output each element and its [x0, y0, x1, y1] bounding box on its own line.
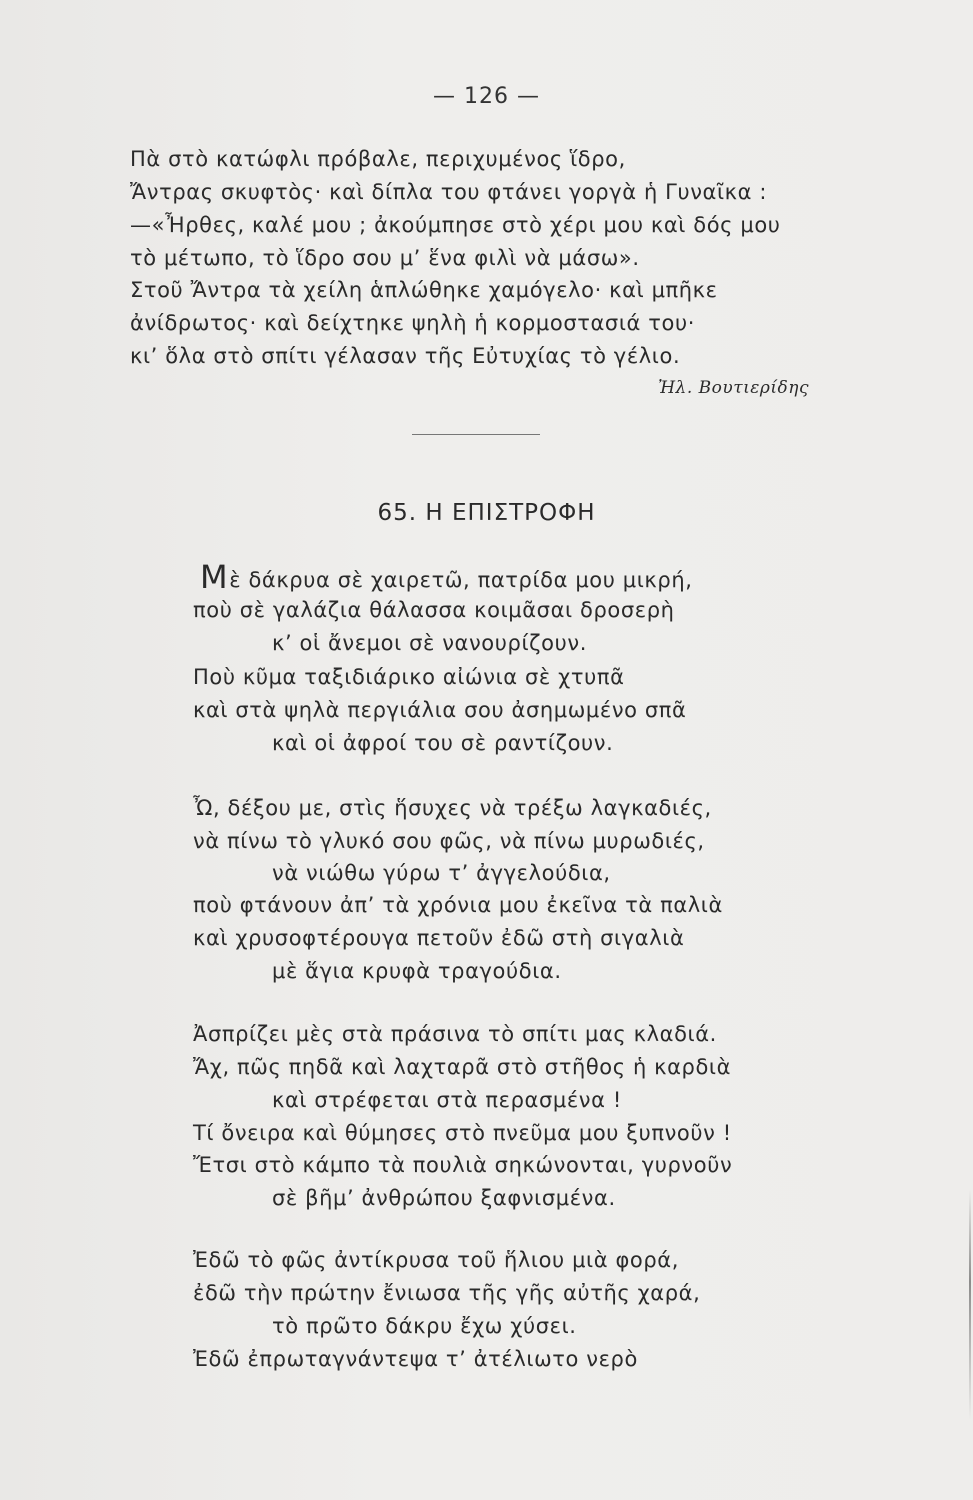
section-divider	[412, 434, 540, 435]
prose-line: Στοῦ Ἄντρα τὰ χείλη ἁπλώθηκε χαμόγελο· καὶ μπῆκε	[130, 278, 718, 302]
poem-line: Ὦ, δέξου με, στὶς ἥσυχες νὰ τρέξω λαγκαδιές,	[193, 796, 712, 820]
author-signature: Ἠλ. Βουτιερίδης	[658, 378, 809, 398]
prose-line: ἀνίδρωτος· καὶ δείχτηκε ψηλὴ ἡ κορμοστασιά του·	[130, 311, 695, 335]
poem-line: μὲ ἅγια κρυφὰ τραγούδια.	[272, 959, 562, 983]
poem-line: τὸ πρῶτο δάκρυ ἔχω χύσει.	[272, 1314, 577, 1338]
poem-line: σὲ βῆμ’ ἀνθρώπου ξαφνισμένα.	[272, 1186, 616, 1210]
poem-line: Ἐδῶ τὸ φῶς ἀντίκρυσα τοῦ ἥλιου μιὰ φορά,	[193, 1248, 680, 1272]
poem-line: νὰ πίνω τὸ γλυκό σου φῶς, νὰ πίνω μυρωδιές,	[193, 829, 705, 853]
poem-line: καὶ στρέφεται στὰ περασμένα !	[272, 1088, 622, 1112]
page-edge-shadow	[969, 1190, 971, 1420]
poem-line: νὰ νιώθω γύρω τ’ ἀγγελούδια,	[272, 861, 611, 885]
prose-line: —«Ἦρθες, καλέ μου ; ἀκούμπησε στὸ χέρι μου καὶ δός μου	[130, 213, 781, 237]
prose-line: κι’ ὅλα στὸ σπίτι γέλασαν τῆς Εὐτυχίας τὸ γέλιο.	[130, 344, 681, 368]
prose-line: Ἄντρας σκυφτὸς· καὶ δίπλα του φτάνει γοργὰ ἡ Γυναῖκα :	[130, 180, 768, 204]
poem-line: κ’ οἱ ἄνεμοι σὲ νανουρίζουν.	[272, 631, 587, 655]
poem-line: καὶ χρυσοφτέρουγα πετοῦν ἐδῶ στὴ σιγαλιὰ	[193, 926, 685, 950]
poem-line	[200, 558, 693, 596]
poem-line-text: ὲ δάκρυα σὲ χαιρετῶ, πατρίδα μου μικρή,	[229, 568, 693, 592]
poem-line: Ἀσπρίζει μὲς στὰ πράσινα τὸ σπίτι μας κλαδιά.	[193, 1022, 717, 1046]
poem-line: καὶ στὰ ψηλὰ περγιάλια σου ἀσημωμένο σπᾶ	[193, 698, 687, 722]
poem-line: Τί ὄνειρα καὶ θύμησες στὸ πνεῦμα μου ξυπνοῦν !	[193, 1121, 732, 1145]
poem-line: ποὺ φτάνουν ἀπ’ τὰ χρόνια μου ἐκεῖνα τὰ παλιὰ	[193, 893, 723, 917]
prose-line: τὸ μέτωπο, τὸ ἵδρο σου μ’ ἕνα φιλὶ νὰ μάσω».	[130, 246, 640, 270]
poem-line: ποὺ σὲ γαλάζια θάλασσα κοιμᾶσαι δροσερὴ	[193, 598, 675, 622]
poem-line: Ποὺ κῦμα ταξιδιάρικο αἰώνια σὲ χτυπᾶ	[193, 665, 625, 689]
poem-line: Ἔτσι στὸ κάμπο τὰ πουλιὰ σηκώνονται, γυρνοῦν	[193, 1153, 733, 1177]
page-number: — 126 —	[433, 84, 540, 109]
drop-cap: Μ	[200, 558, 229, 596]
poem-line: Ἄχ, πῶς πηδᾶ καὶ λαχταρᾶ στὸ στῆθος ἡ καρδιὰ	[193, 1055, 732, 1079]
prose-line: Πὰ στὸ κατώφλι πρόβαλε, περιχυμένος ἵδρο,	[130, 147, 626, 171]
poem-line: καὶ οἱ ἀφροί του σὲ ραντίζουν.	[272, 731, 614, 755]
poem-line: ἐδῶ τὴν πρώτην ἔνιωσα τῆς γῆς αὐτῆς χαρά,	[193, 1281, 701, 1305]
poem-title: 65. Η ΕΠΙΣΤΡΟΦΗ	[377, 500, 596, 526]
poem-line: Ἐδῶ ἐπρωταγνάντεψα τ’ ἀτέλιωτο νερὸ	[193, 1347, 638, 1371]
